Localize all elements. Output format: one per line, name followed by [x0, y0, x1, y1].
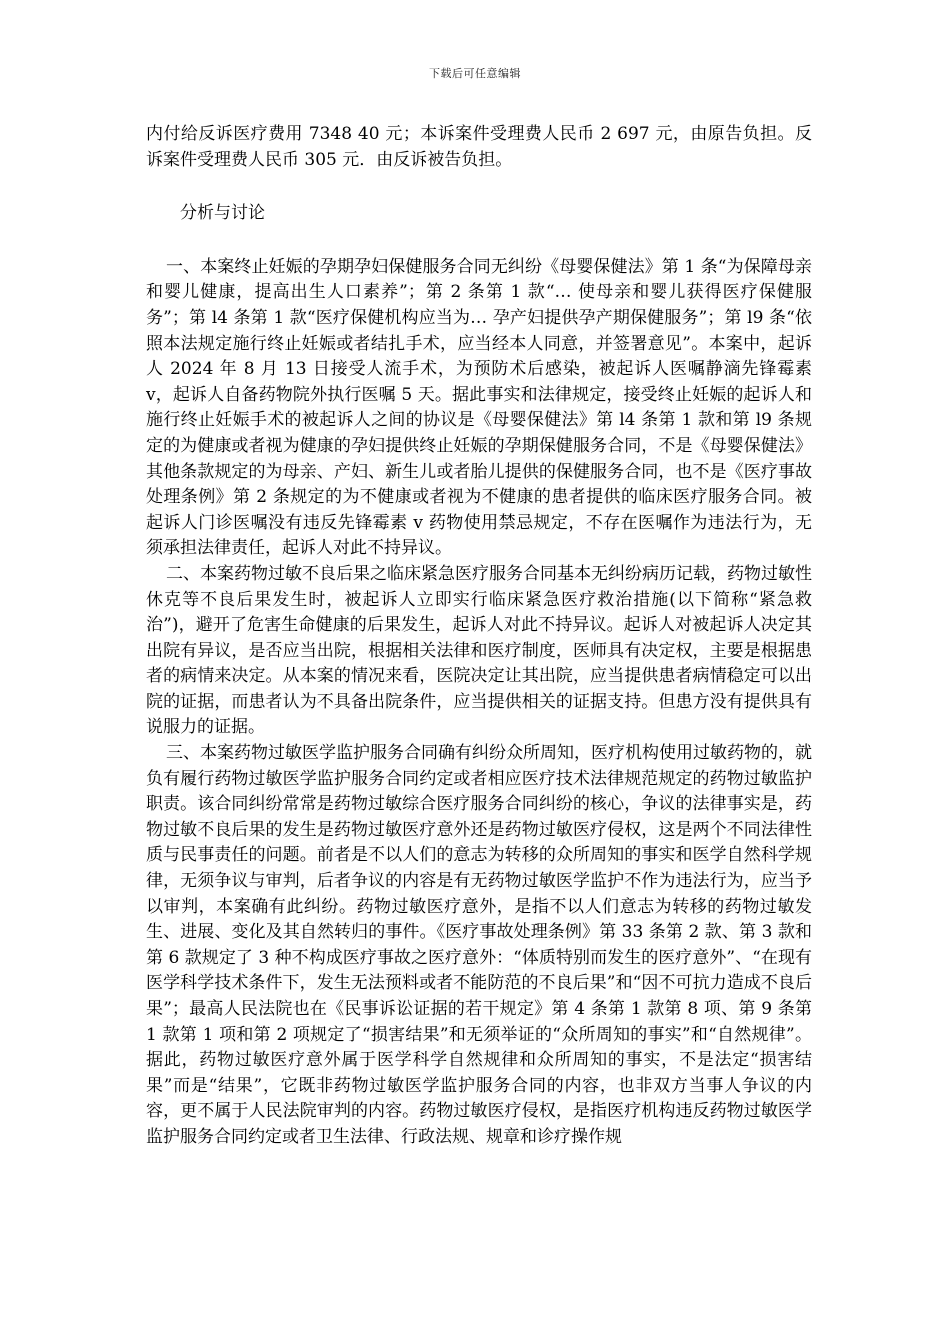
paragraph-section-1: 一、本案终止妊娠的孕期孕妇保健服务合同无纠纷《母婴保健法》第 1 条“为保障母亲和婴儿健康，提高出生人口素养”；第 2 条第 1 款“… 使母亲和婴儿获得医疗保健服务”；第 l4 条第 1 款“医疗保健机构应当为… 孕产妇提供孕产期保健服务”；第 l9 条“依照本法规定施行终止妊娠或者结扎手术，应当经本人同意，并签署意见”。本案中，起诉人 2024 年 8 月 13 日接受人流手术，为预防术后感染，被起诉人医嘱静滴先锋霉素 v，起诉人自备药物院外执行医嘱 5 天。据此事实和法律规定，接受终止妊娠的起诉人和施行终止妊娠手术的被起诉人之间的协议是《母婴保健法》第 l4 条第 1 款和第 l9 条规定的为健康或者视为健康的孕妇提供终止妊娠的孕期保健服务合同，不是《母婴保健法》其他条款规定的为母亲、产妇、新生儿或者胎儿提供的保健服务合同，也不是《医疗事故处理条例》第 2 条规定的为不健康或者视为不健康的患者提供的临床医疗服务合同。被起诉人门诊医嘱没有违反先锋霉素 v 药物使用禁忌规定，不存在医嘱作为违法行为，无须承担法律责任，起诉人对此不持异议。 — [146, 256, 812, 559]
section-heading: 分析与讨论 — [180, 203, 265, 224]
header-note: 下载后可任意编辑 — [429, 67, 521, 80]
paragraph-section-3: 三、本案药物过敏医学监护服务合同确有纠纷众所周知，医疗机构使用过敏药物的，就负有履行药物过敏医学监护服务合同约定或者相应医疗技术法律规范规定的药物过敏监护职责。该合同纠纷常常是药物过敏综合医疗服务合同纠纷的核心，争议的法律事实是，药物过敏不良后果的发生是药物过敏医疗意外还是药物过敏医疗侵权，这是两个不同法律性质与民事责任的问题。前者是不以人们的意志为转移的众所周知的事实和医学自然科学规律，无须争议与审判，后者争议的内容是有无药物过敏医学监护不作为违法行为，应当予以审判，本案确有此纠纷。药物过敏医疗意外，是指不以人们意志为转移的药物过敏发生、进展、变化及其自然转归的事件。《医疗事故处理条例》第 33 条第 2 款、第 3 款和第 6 款规定了 3 种不构成医疗事故之医疗意外：“体质特别而发生的医疗意外”、“在现有医学科学技术条件下，发生无法预料或者不能防范的不良后果”和“因不可抗力造成不良后果”；最高人民法院也在《民事诉讼证据的若干规定》第 4 条第 1 款第 8 项、第 9 条第 1 款第 1 项和第 2 项规定了“损害结果”和无须举证的“众所周知的事实”和“自然规律”。据此，药物过敏医疗意外属于医学科学自然规律和众所周知的事实，不是法定“损害结果”而是“结果”，它既非药物过敏医学监护服务合同的内容，也非双方当事人争议的内容，更不属于人民法院审判的内容。药物过敏医疗侵权，是指医疗机构违反药物过敏医学监护服务合同约定或者卫生法律、行政法规、规章和诊疗操作规 — [146, 743, 812, 1147]
intro-paragraph: 内付给反诉医疗费用 7348 40 元；本诉案件受理费人民币 2 697 元，由原告负担。反诉案件受理费人民币 305 元．由反诉被告负担。 — [146, 124, 812, 170]
document-body — [146, 122, 812, 1151]
paragraph-section-2: 二、本案药物过敏不良后果之临床紧急医疗服务合同基本无纠纷病历记载，药物过敏性休克等不良后果发生时，被起诉人立即实行临床紧急医疗救治措施(以下简称“紧急救治”)，避开了危害生命健康的后果发生，起诉人对此不持异议。起诉人对被起诉人决定其出院有异议，是否应当出院，根据相关法律和医疗制度，医师具有决定权，主要是根据患者的病情来决定。从本案的情况来看，医院决定让其出院，应当提供患者病情稳定可以出院的证据，而患者认为不具备出院条件，应当提供相关的证据支持。但患方没有提供具有说服力的证据。 — [146, 563, 812, 738]
